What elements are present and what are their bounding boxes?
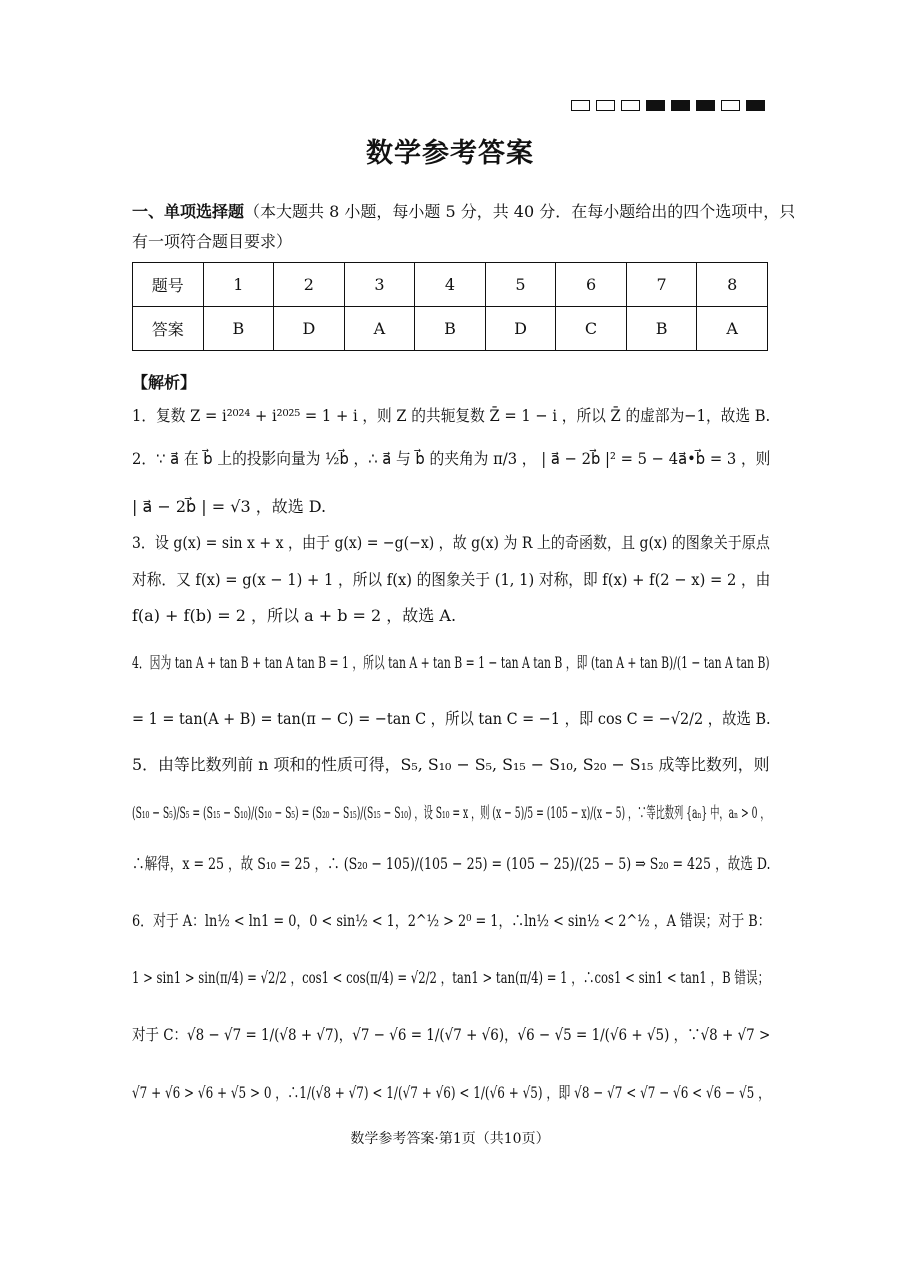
solution-q1: 1．复数 Z = i²⁰²⁴ + i²⁰²⁵ = 1 + i ，则 Z 的共轭复数 Z̄ = 1 − i ，所以 Z̄ 的虚部为−1，故选 B. bbox=[132, 406, 771, 425]
solution-q6-line1: 6．对于 A：ln½ < ln1 = 0，0 < sin½ < 1，2^½ > 2⁰ = 1，∴ln½ < sin½ < 2^½ ，A 错误；对于 B： bbox=[132, 911, 771, 930]
solution-q2-line2: | a⃗ − 2b⃗ | = √3 ，故选 D. bbox=[132, 497, 327, 516]
question-number: 6 bbox=[556, 263, 627, 307]
question-number: 5 bbox=[485, 263, 556, 307]
answer-table-header-row bbox=[133, 263, 768, 307]
code-square-filled bbox=[696, 100, 715, 111]
solution-q6-line3: 对于 C：√8 − √7 = 1/(√8 + √7)，√7 − √6 = 1/(√7 + √6)，√6 − √5 = 1/(√6 + √5) ，∵√8 + √7 > bbox=[132, 1025, 771, 1044]
code-square-empty bbox=[571, 100, 590, 111]
answer-cell: A bbox=[697, 307, 768, 351]
solution-q4-line1: 4．因为 tan A + tan B + tan A tan B = 1 ，所以 tan A + tan B = 1 − tan A tan B ，即 (tan A + tan B)/(1 − tan A tan B) bbox=[132, 653, 770, 672]
code-square-filled bbox=[646, 100, 665, 111]
page-title: 数学参考答案 bbox=[366, 138, 534, 169]
section1-desc-line2: 有一项符合题目要求） bbox=[132, 232, 293, 251]
answer-cell: B bbox=[203, 307, 274, 351]
question-number: 3 bbox=[344, 263, 415, 307]
table-row-label: 题号 bbox=[133, 263, 204, 307]
solution-q3-line1: 3．设 g(x) = sin x + x ，由于 g(x) = −g(−x) ，故 g(x) 为 R 上的奇函数，且 g(x) 的图象关于原点 bbox=[132, 533, 770, 552]
answer-cell: D bbox=[485, 307, 556, 351]
question-number: 8 bbox=[697, 263, 768, 307]
solution-q2-line1: 2．∵ a⃗ 在 b⃗ 上的投影向量为 ½b⃗ ，∴ a⃗ 与 b⃗ 的夹角为 π/3 ， | a⃗ − 2b⃗ |² = 5 − 4a⃗•b⃗ = 3 ，则 bbox=[132, 449, 771, 468]
answer-cell: D bbox=[274, 307, 345, 351]
answer-cell: B bbox=[415, 307, 486, 351]
analysis-heading: 【解析】 bbox=[132, 373, 197, 392]
solution-q5-line2: (S₁₀ − S₅)/S₅ = (S₁₅ − S₁₀)/(S₁₀ − S₅) = (S₂₀ − S₁₅)/(S₁₅ − S₁₀) ，设 S₁₀ = x ，则 (x − 5)/5 = (105 − x)/(x − 5) ，∵等比数列 {aₙ} 中，aₙ > 0 ， bbox=[132, 803, 770, 822]
solution-q5-line3: ∴解得，x = 25 ，故 S₁₀ = 25 ，∴ (S₂₀ − 105)/(105 − 25) = (105 − 25)/(25 − 5) ⇒ S₂₀ = 425 ，故选 D. bbox=[132, 854, 771, 873]
answer-cell: C bbox=[556, 307, 627, 351]
code-square-empty bbox=[721, 100, 740, 111]
question-number: 4 bbox=[415, 263, 486, 307]
solution-q3-line3: f(a) + f(b) = 2 ，所以 a + b = 2 ，故选 A. bbox=[132, 606, 457, 625]
solution-q6-line4: √7 + √6 > √6 + √5 > 0 ，∴1/(√8 + √7) < 1/(√7 + √6) < 1/(√6 + √5) ，即 √8 − √7 < √7 − √6 < √6 − √5 ， bbox=[132, 1083, 771, 1102]
code-square-filled bbox=[671, 100, 690, 111]
answer-cell: A bbox=[344, 307, 415, 351]
page-footer: 数学参考答案·第1页（共10页） bbox=[350, 1131, 550, 1147]
solution-q6-line2: 1 > sin1 > sin(π/4) = √2/2 ，cos1 < cos(π/4) = √2/2 ，tan1 > tan(π/4) = 1 ，∴cos1 < sin1 < tan1 ，B 错误； bbox=[132, 968, 770, 987]
table-row-label: 答案 bbox=[133, 307, 204, 351]
section1-desc-line1: （本大题共 8 小题，每小题 5 分，共 40 分．在每小题给出的四个选项中，只 bbox=[244, 202, 796, 221]
answer-cell: B bbox=[626, 307, 697, 351]
code-square-empty bbox=[596, 100, 615, 111]
question-number: 2 bbox=[274, 263, 345, 307]
solution-q3-line2: 对称．又 f(x) = g(x − 1) + 1 ，所以 f(x) 的图象关于 (1, 1) 对称，即 f(x) + f(2 − x) = 2 ，由 bbox=[132, 570, 771, 589]
header-code-squares bbox=[571, 100, 765, 111]
code-square-empty bbox=[621, 100, 640, 111]
question-number: 1 bbox=[203, 263, 274, 307]
answer-table-answer-row bbox=[133, 307, 768, 351]
solution-q5-line1: 5．由等比数列前 n 项和的性质可得，S₅, S₁₀ − S₅, S₁₅ − S₁₀, S₂₀ − S₁₅ 成等比数列，则 bbox=[132, 755, 770, 774]
section1-heading: 一、单项选择题 bbox=[132, 202, 245, 221]
section1-intro bbox=[132, 199, 795, 222]
code-square-filled bbox=[746, 100, 765, 111]
solution-q4-line2: = 1 = tan(A + B) = tan(π − C) = −tan C ，所以 tan C = −1 ，即 cos C = −√2/2 ，故选 B. bbox=[132, 709, 771, 728]
answer-table bbox=[132, 262, 768, 351]
question-number: 7 bbox=[626, 263, 697, 307]
